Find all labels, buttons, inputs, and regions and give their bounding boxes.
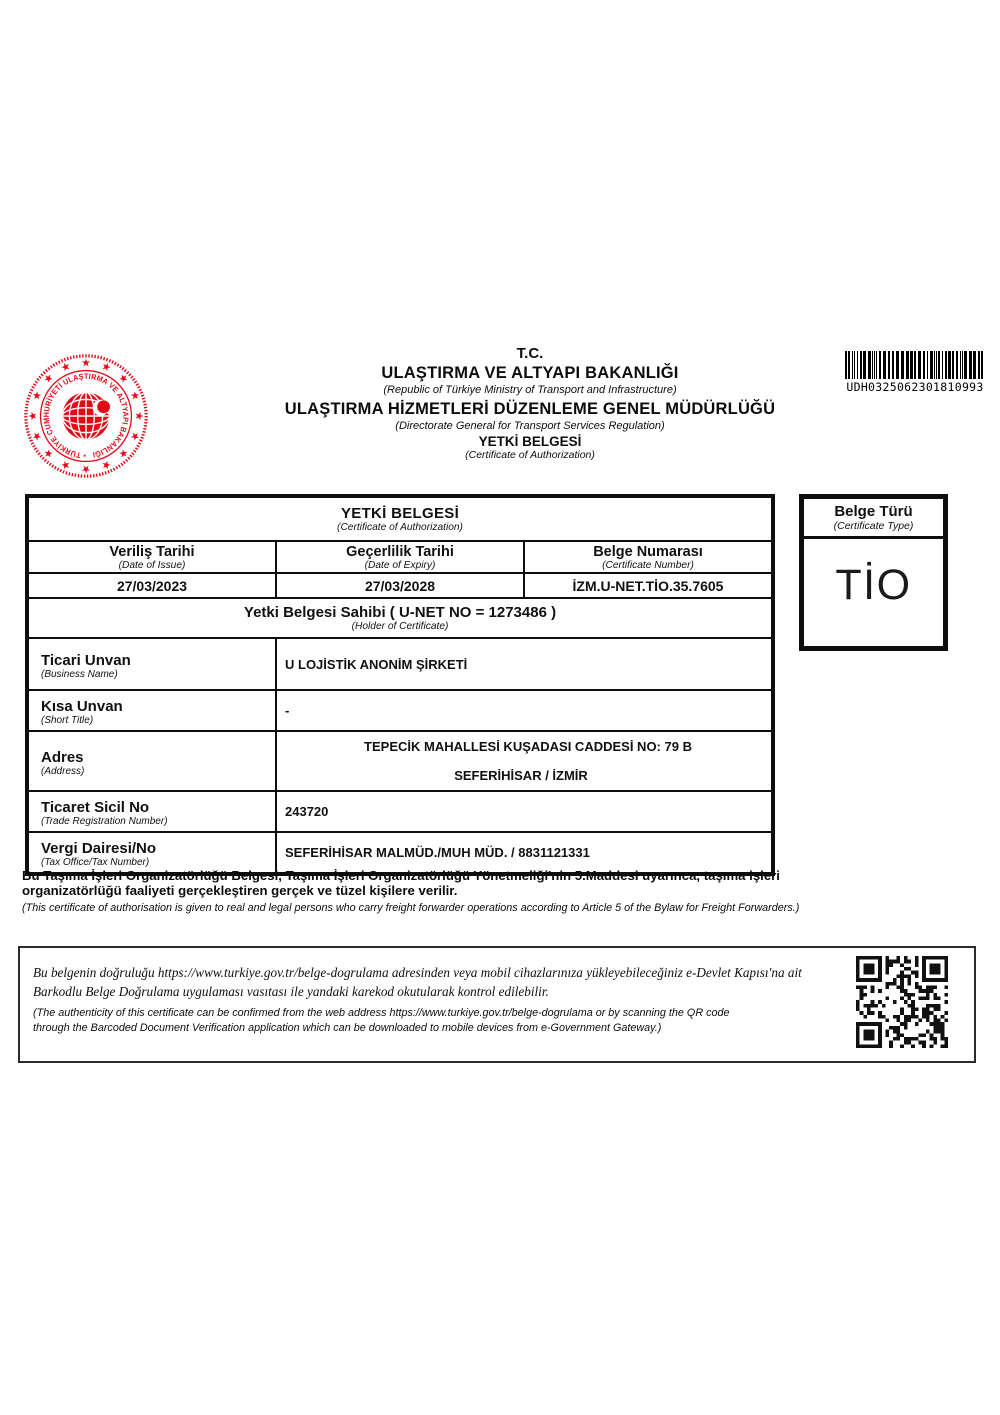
ministry-emblem-icon [22,352,150,480]
document-title: YETKİ BELGESİ [478,434,582,449]
address-line-2: SEFERİHİSAR / İZMİR [454,768,588,783]
regulation-note-en: (This certificate of authorisation is given to real and legal persons who carry freight forwarder operations according to Article 5 of the Bylaw for Freight Forwarders.) [22,901,800,914]
row-trade-registration: Ticaret Sicil No (Trade Registration Number) 243720 [29,790,771,831]
document-title-en: (Certificate of Authorization) [465,449,595,461]
barcode [845,351,985,394]
col-date-of-expiry: Geçerlilik Tarihi (Date of Expiry) [275,542,523,572]
regulation-note-tr: Bu Taşıma İşleri Organizatörlüğü Belgesi, Taşıma İşleri Organizatörlüğü Yönetmeliği'nin 5.Maddesi uyarınca, taşıma işleri organizatörlüğü faaliyeti gerçekleştiren gerçek ve tüzel kişilere verilir. [22,868,780,898]
barcode-bars [845,351,985,379]
holder-header-en: (Holder of Certificate) [351,621,449,632]
verification-text-tr: Bu belgenin doğruluğu https://www.turkiye.gov.tr/belge-dogrulama adresinden veya mobil cihazlarınıza yükleyebileceğiniz e-Devlet Kapısı'na ait Barkodlu Belge Doğrulama uygulaması vasıtası ile yandaki karekod okutularak kontrol edilebilir. [33,965,802,999]
crescent-cutout [97,400,110,413]
directorate-name-en: (Directorate General for Transport Services Regulation) [395,420,665,432]
holder-header: Yetki Belgesi Sahibi ( U-NET NO = 1273486 ) [243,604,557,621]
tax-office-value: SEFERİHİSAR MALMÜD./MUH MÜD. / 8831121331 [275,833,771,872]
certificate-type-value: TİO [835,561,912,609]
emblem-ring-text: • TÜRKİYE CUMHURİYETİ ULAŞTIRMA VE ALTYAPI BAKANLIĞI [41,371,131,461]
type-box-label: Belge Türü [834,503,913,520]
table-header-row [29,540,771,572]
barcode-number: UDH0325062301810993 [846,380,984,394]
table-title-row [29,498,771,540]
verification-text-en: (The authenticity of this certificate can be confirmed from the web address https://www.turkiye.gov.tr/belge-dogrulama or by scanning the QR code through the Barcoded Document Verification application which can be downloaded to mobile devices from e-Government Gateway.) [33,1007,730,1035]
ministry-name-en: (Republic of Türkiye Ministry of Transport and Infrastructure) [383,384,677,396]
certificate-number-value: İZM.U-NET.TİO.35.7605 [523,574,771,597]
table-values-row [29,572,771,597]
table-title: YETKİ BELGESİ [340,505,460,522]
certificate-type-box [799,494,948,651]
regulation-note [22,869,867,914]
address-line-1: TEPECİK MAHALLESİ KUŞADASI CADDESİ NO: 79 B [364,739,692,754]
directorate-name: ULAŞTIRMA HİZMETLERİ DÜZENLEME GENEL MÜDÜRLÜĞÜ [284,400,776,418]
holder-header-row [29,597,771,637]
row-tax-office: Vergi Dairesi/No (Tax Office/Tax Number) SEFERİHİSAR MALMÜD./MUH MÜD. / 8831121331 [29,831,771,872]
trade-registration-value: 243720 [275,792,771,831]
verification-box [18,946,976,1063]
table-title-en: (Certificate of Authorization) [337,522,463,533]
row-address: Adres (Address) TEPECİK MAHALLESİ KUŞADASI CADDESİ NO: 79 B SEFERİHİSAR / İZMİR [29,730,771,790]
business-name-value: U LOJİSTİK ANONİM ŞİRKETİ [275,639,771,689]
short-title-value: - [275,691,771,730]
header-block [150,345,910,461]
row-short-title: Kısa Unvan (Short Title) - [29,689,771,730]
qr-code [856,956,948,1048]
col-certificate-number: Belge Numarası (Certificate Number) [523,542,771,572]
certificate-table [25,494,775,876]
republic-abbr: T.C. [516,345,544,362]
ministry-name: ULAŞTIRMA VE ALTYAPI BAKANLIĞI [381,364,679,382]
row-business-name: Ticari Unvan (Business Name) U LOJİSTİK ANONİM ŞİRKETİ [29,637,771,689]
col-date-of-issue: Veriliş Tarihi (Date of Issue) [109,543,195,571]
type-box-label-en: (Certificate Type) [833,520,914,532]
issue-date-value: 27/03/2023 [116,577,188,594]
expiry-date-value: 27/03/2028 [275,574,523,597]
